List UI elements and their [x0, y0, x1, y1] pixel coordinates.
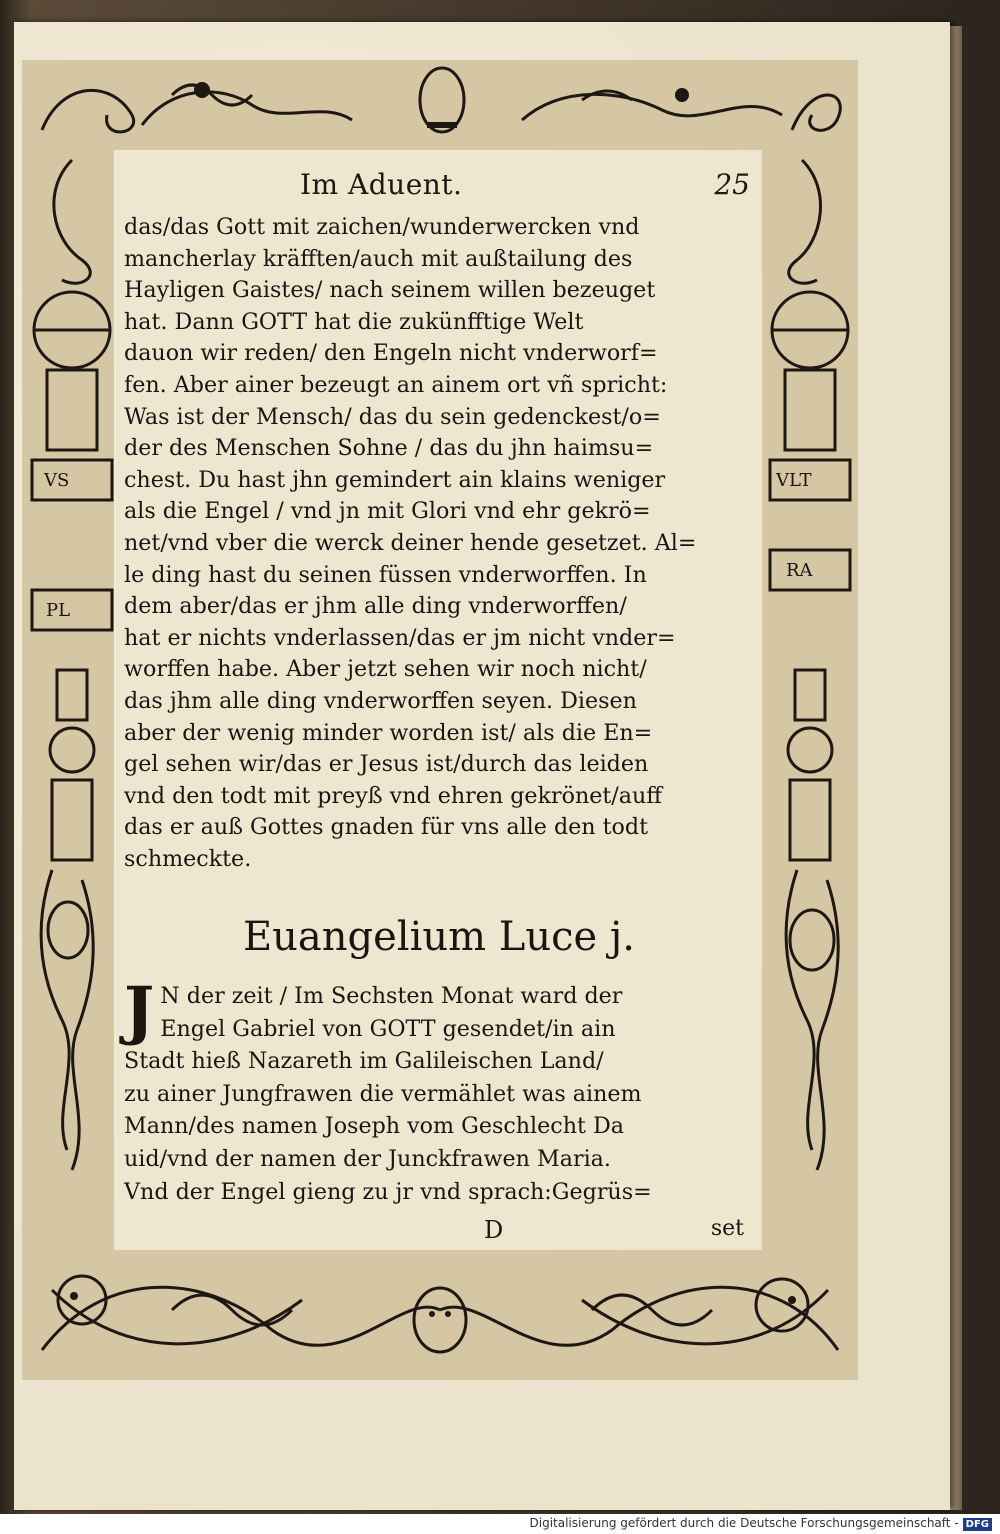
text-line: hat. Dann GOTT hat die zukünfftige Welt — [124, 308, 584, 335]
text-line: schmeckte. — [124, 845, 252, 872]
left-banner-top-text: VS — [44, 470, 70, 491]
text-line: vnd den todt mit preyß vnd ehren gekrönet/auff — [124, 782, 663, 809]
text-line: aber der wenig minder worden ist/ als die En= — [124, 719, 653, 746]
text-line: gel sehen wir/das er Jesus ist/durch das leiden — [124, 751, 649, 778]
gospel-heading: Euangelium Luce j. — [242, 914, 636, 960]
right-banner-bottom-text: RA — [786, 560, 813, 581]
text-line: hat er nichts vnderlassen/das er jm nicht vnder= — [124, 624, 676, 651]
footer-credit-text: Digitalisierung gefördert durch die Deutsche Forschungsgemeinschaft - — [529, 1516, 959, 1530]
woodcut-border-right — [762, 150, 858, 1250]
text-line: zu ainer Jungfrawen die vermählet was ainem — [124, 1080, 642, 1107]
text-line: Vnd der Engel gieng zu jr vnd sprach:Gegrüs= — [124, 1178, 652, 1205]
footer-credit — [530, 1516, 993, 1531]
left-banner-bottom-text: PL — [46, 600, 71, 621]
text-line: Engel Gabriel von GOTT gesendet/in ain — [160, 1015, 616, 1042]
text-line: fen. Aber ainer bezeugt an ainem ort vñ spricht: — [124, 371, 668, 398]
woodcut-border-left — [22, 150, 114, 1250]
page-header — [300, 168, 750, 212]
text-line: net/vnd vber die werck deiner hende gesetzet. Al= — [124, 529, 697, 556]
text-line: le ding hast du seinen füssen vnderworffen. In — [124, 561, 647, 588]
text-line: als die Engel / vnd jn mit Glori vnd ehr gekrö= — [124, 498, 651, 525]
text-line: chest. Du hast jhn gemindert ain klains weniger — [124, 466, 666, 493]
dfg-logo: DFG — [963, 1518, 992, 1531]
text-line: das/das Gott mit zaichen/wunderwercken vnd — [124, 214, 640, 240]
woodcut-border-bottom — [22, 1250, 858, 1380]
page-number: 25 — [714, 168, 750, 201]
running-head: Im Aduent. — [300, 168, 463, 201]
text-line: Was ist der Mensch/ das du sein gedenckest/o= — [124, 403, 661, 430]
text-line: dauon wir reden/ den Engeln nicht vnderworf= — [124, 340, 658, 367]
page-edge — [950, 26, 962, 1510]
right-banner-top-text: VLT — [776, 470, 812, 491]
drop-cap: J — [124, 973, 155, 1048]
text-line: dem aber/das er jhm alle ding vnderworffen/ — [124, 593, 627, 620]
gospel-text — [124, 973, 754, 1208]
woodcut-border-top — [22, 60, 858, 150]
text-line: das er auß Gottes gnaden für vns alle den todt — [124, 814, 649, 841]
text-line: mancherlay kräfften/auch mit außtailung des — [124, 245, 633, 272]
digitization-footer — [0, 1514, 1000, 1534]
text-line: Mann/des namen Joseph vom Geschlecht Da — [124, 1113, 624, 1140]
text-line: worffen habe. Aber jetzt sehen wir noch nicht/ — [124, 656, 647, 683]
signature-mark: D — [484, 1216, 504, 1244]
text-line: der des Menschen Sohne / das du jhn haimsu= — [124, 435, 654, 462]
text-line: Hayligen Gaistes/ nach seinem willen bezeuget — [124, 277, 656, 304]
text-line: das jhm alle ding vnderworffen seyen. Diesen — [124, 687, 637, 714]
page-foot — [124, 1216, 754, 1250]
text-line: uid/vnd der namen der Junckfrawen Maria. — [124, 1145, 611, 1172]
text-line: Stadt hieß Nazareth im Galileischen Land/ — [124, 1048, 604, 1075]
epistle-text — [124, 212, 754, 875]
text-line: N der zeit / Im Sechsten Monat ward der — [160, 983, 623, 1009]
catchword: set — [710, 1216, 744, 1241]
